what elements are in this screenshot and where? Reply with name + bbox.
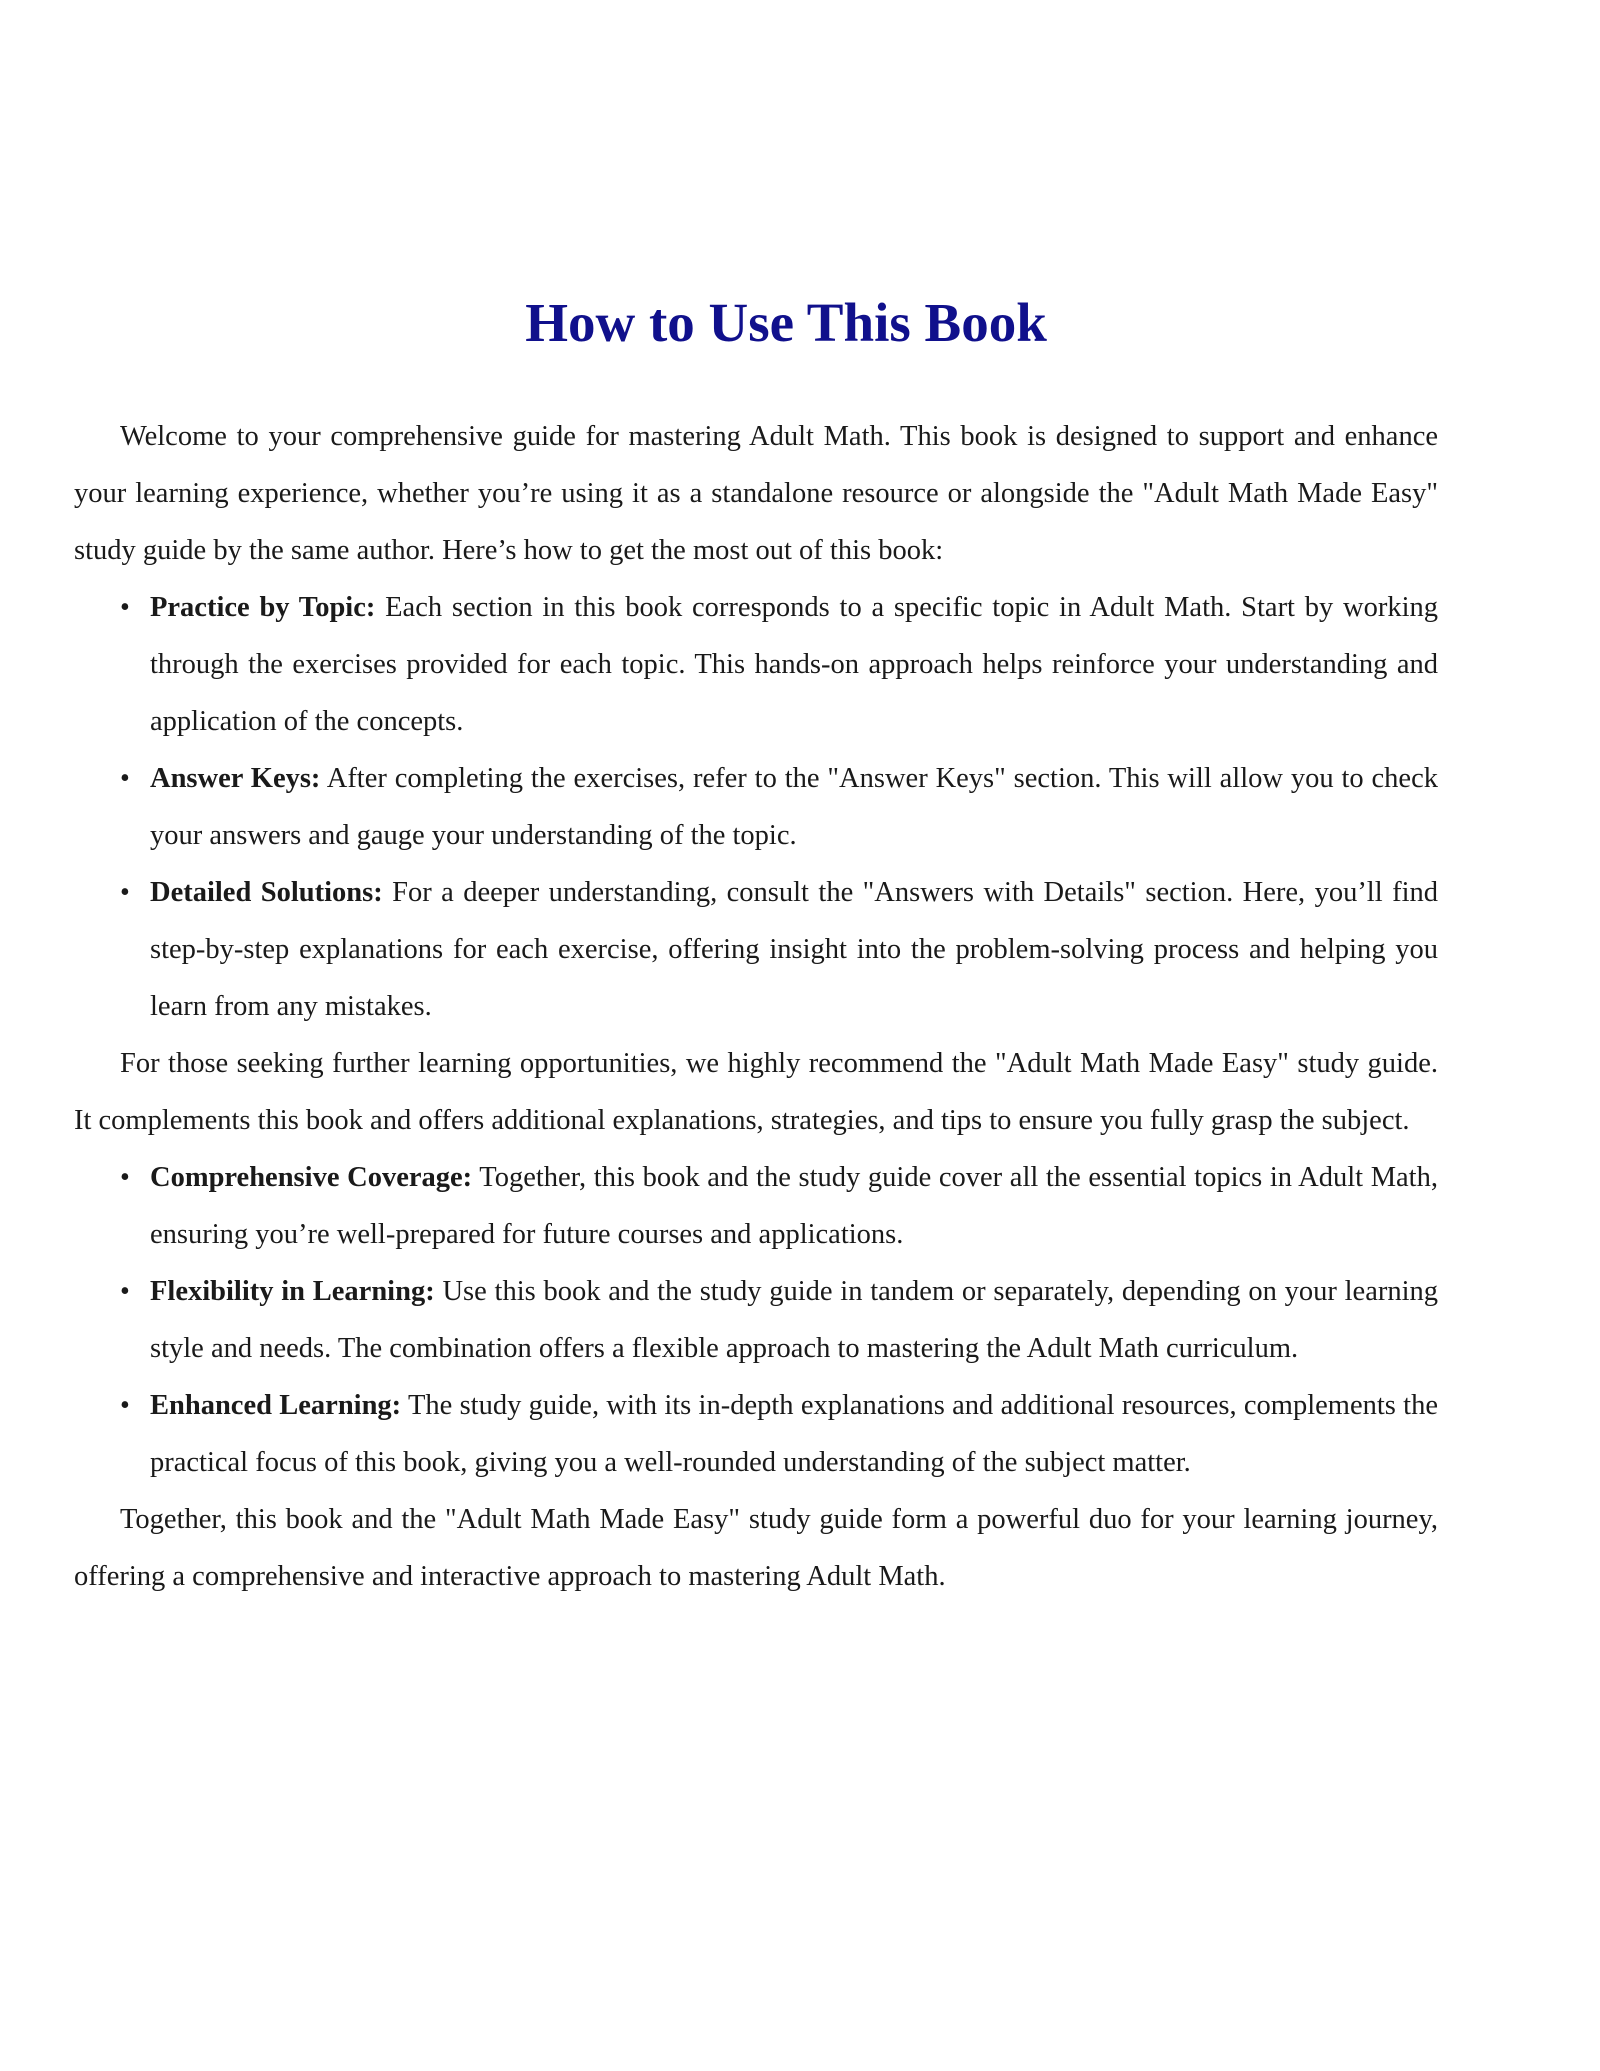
- bullet-icon: •: [120, 592, 130, 623]
- page-title: How to Use This Book: [525, 292, 1047, 353]
- item-text: Each section in this book corresponds to a specific topic in Adult Math. Start by working through the exercises provided for each topic. This hands-on approach helps reinforce your understanding and application of the concepts.: [150, 592, 1439, 737]
- item-label: Comprehensive Coverage:: [150, 1162, 473, 1193]
- item-label: Enhanced Learning:: [150, 1390, 402, 1421]
- study-guide-paragraph: For those seeking further learning opportunities, we highly recommend the "Adult Math Made Easy" study guide. It complements this book and offers additional explanations, strategies, and tips to ensure you fully grasp the subject.: [74, 1048, 1438, 1136]
- item-label: Answer Keys:: [150, 763, 321, 794]
- bullet-icon: •: [120, 877, 130, 908]
- list-item-flexibility-in-learning: [120, 1263, 1439, 1377]
- bullet-icon: •: [120, 1276, 130, 1307]
- bullet-icon: •: [120, 763, 130, 794]
- item-text: Use this book and the study guide in tandem or separately, depending on your learning style and needs. The combination offers a flexible approach to mastering the Adult Math curriculum.: [150, 1276, 1439, 1364]
- intro-paragraph: Welcome to your comprehensive guide for mastering Adult Math. This book is designed to support and enhance your learning experience, whether you’re using it as a standalone resource or alongside the "Adult Math Made Easy" study guide by the same author. Here’s how to get the most out of this book:: [74, 421, 1438, 566]
- item-text: The study guide, with its in-depth explanations and additional resources, complements the practical focus of this book, giving you a well-rounded understanding of the subject matter.: [150, 1390, 1438, 1478]
- item-text: For a deeper understanding, consult the "Answers with Details" section. Here, you’ll find step-by-step explanations for each exercise, offering insight into the problem-solving process and helping you learn from any mistakes.: [150, 877, 1438, 1022]
- bullet-icon: •: [120, 1390, 130, 1421]
- item-label: Practice by Topic:: [150, 592, 376, 623]
- item-label: Flexibility in Learning:: [150, 1276, 435, 1307]
- usage-list: [74, 579, 1438, 1035]
- benefits-list: [74, 1149, 1438, 1491]
- item-label: Detailed Solutions:: [150, 877, 383, 908]
- list-item-detailed-solutions: [120, 864, 1438, 1035]
- item-text: After completing the exercises, refer to the "Answer Keys" section. This will allow you to check your answers and gauge your understanding of the topic.: [150, 763, 1438, 851]
- document-page: [74, 290, 1438, 1605]
- bullet-icon: •: [120, 1162, 130, 1193]
- item-text: Together, this book and the study guide cover all the essential topics in Adult Math, ensuring you’re well-prepared for future courses and applications.: [150, 1162, 1438, 1250]
- list-item-practice-by-topic: [120, 579, 1439, 750]
- list-item-answer-keys: [120, 750, 1438, 864]
- list-item-comprehensive-coverage: [120, 1149, 1438, 1263]
- list-item-enhanced-learning: [120, 1377, 1438, 1491]
- closing-paragraph: Together, this book and the "Adult Math Made Easy" study guide form a powerful duo for your learning journey, offering a comprehensive and interactive approach to mastering Adult Math.: [74, 1504, 1438, 1592]
